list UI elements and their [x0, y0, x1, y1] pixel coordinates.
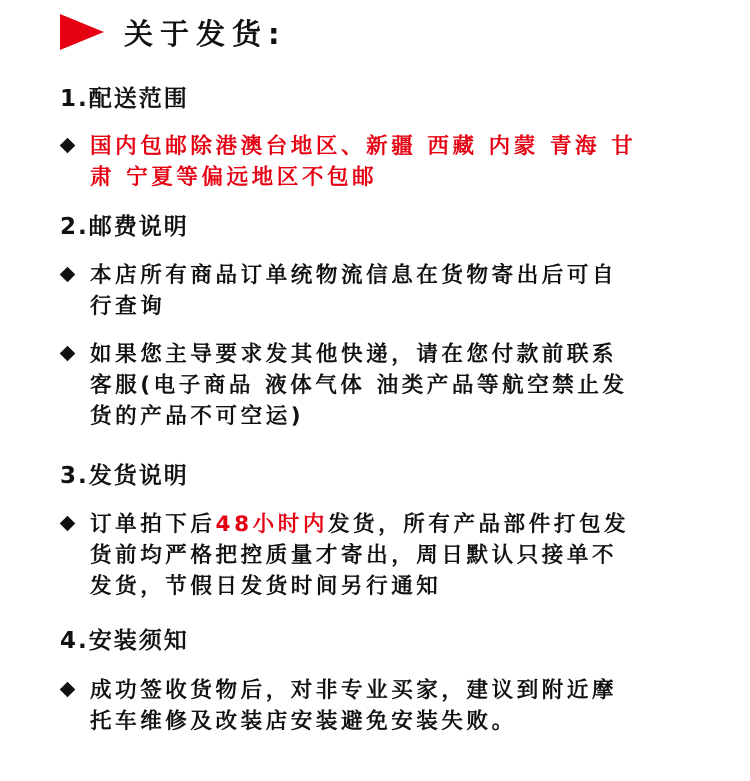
diamond-bullet-icon — [60, 682, 76, 698]
diamond-bullet-icon — [60, 138, 76, 154]
section-heading-delivery: 3.发货说明 — [60, 463, 189, 489]
play-triangle-icon — [60, 14, 104, 50]
section-heading-installation: 4.安装须知 — [60, 628, 189, 654]
item-text — [90, 509, 710, 602]
item-text: 成功签收货物后，对非专业买家，建议到附近摩 托车维修及改装店安装避免安装失败。 — [90, 678, 618, 734]
list-item — [60, 509, 710, 602]
page-header — [60, 10, 287, 54]
diamond-bullet-icon — [60, 516, 76, 532]
page-title: 关于发货: — [124, 16, 287, 51]
diamond-bullet-icon — [60, 346, 76, 362]
item-text: 国内包邮除港澳台地区、新疆 西藏 内蒙 青海 甘 肃 宁夏等偏远地区不包邮 — [90, 134, 637, 190]
section-heading-postage: 2.邮费说明 — [60, 214, 189, 240]
item-text: 如果您主导要求发其他快递，请在您付款前联系 客服(电子商品 液体气体 油类产品等航空禁止发 货的产品不可空运) — [90, 342, 628, 429]
diamond-bullet-icon — [60, 267, 76, 283]
item-text: 本店所有商品订单统物流信息在货物寄出后可自 行查询 — [90, 263, 618, 319]
highlight-48-hours: 48小时内 — [215, 512, 328, 537]
section-heading-shipping-range: 1.配送范围 — [60, 86, 189, 112]
list-item — [60, 675, 710, 737]
list-item — [60, 131, 710, 193]
item-text-post: 发货，所有产品部件打包发 货前均严格把控质量才寄出，周日默认只接单不 发货，节假日发货时间另行通知 — [90, 512, 630, 599]
item-text-pre: 订单拍下后 — [90, 512, 216, 537]
list-item — [60, 260, 710, 322]
list-item — [60, 339, 710, 432]
